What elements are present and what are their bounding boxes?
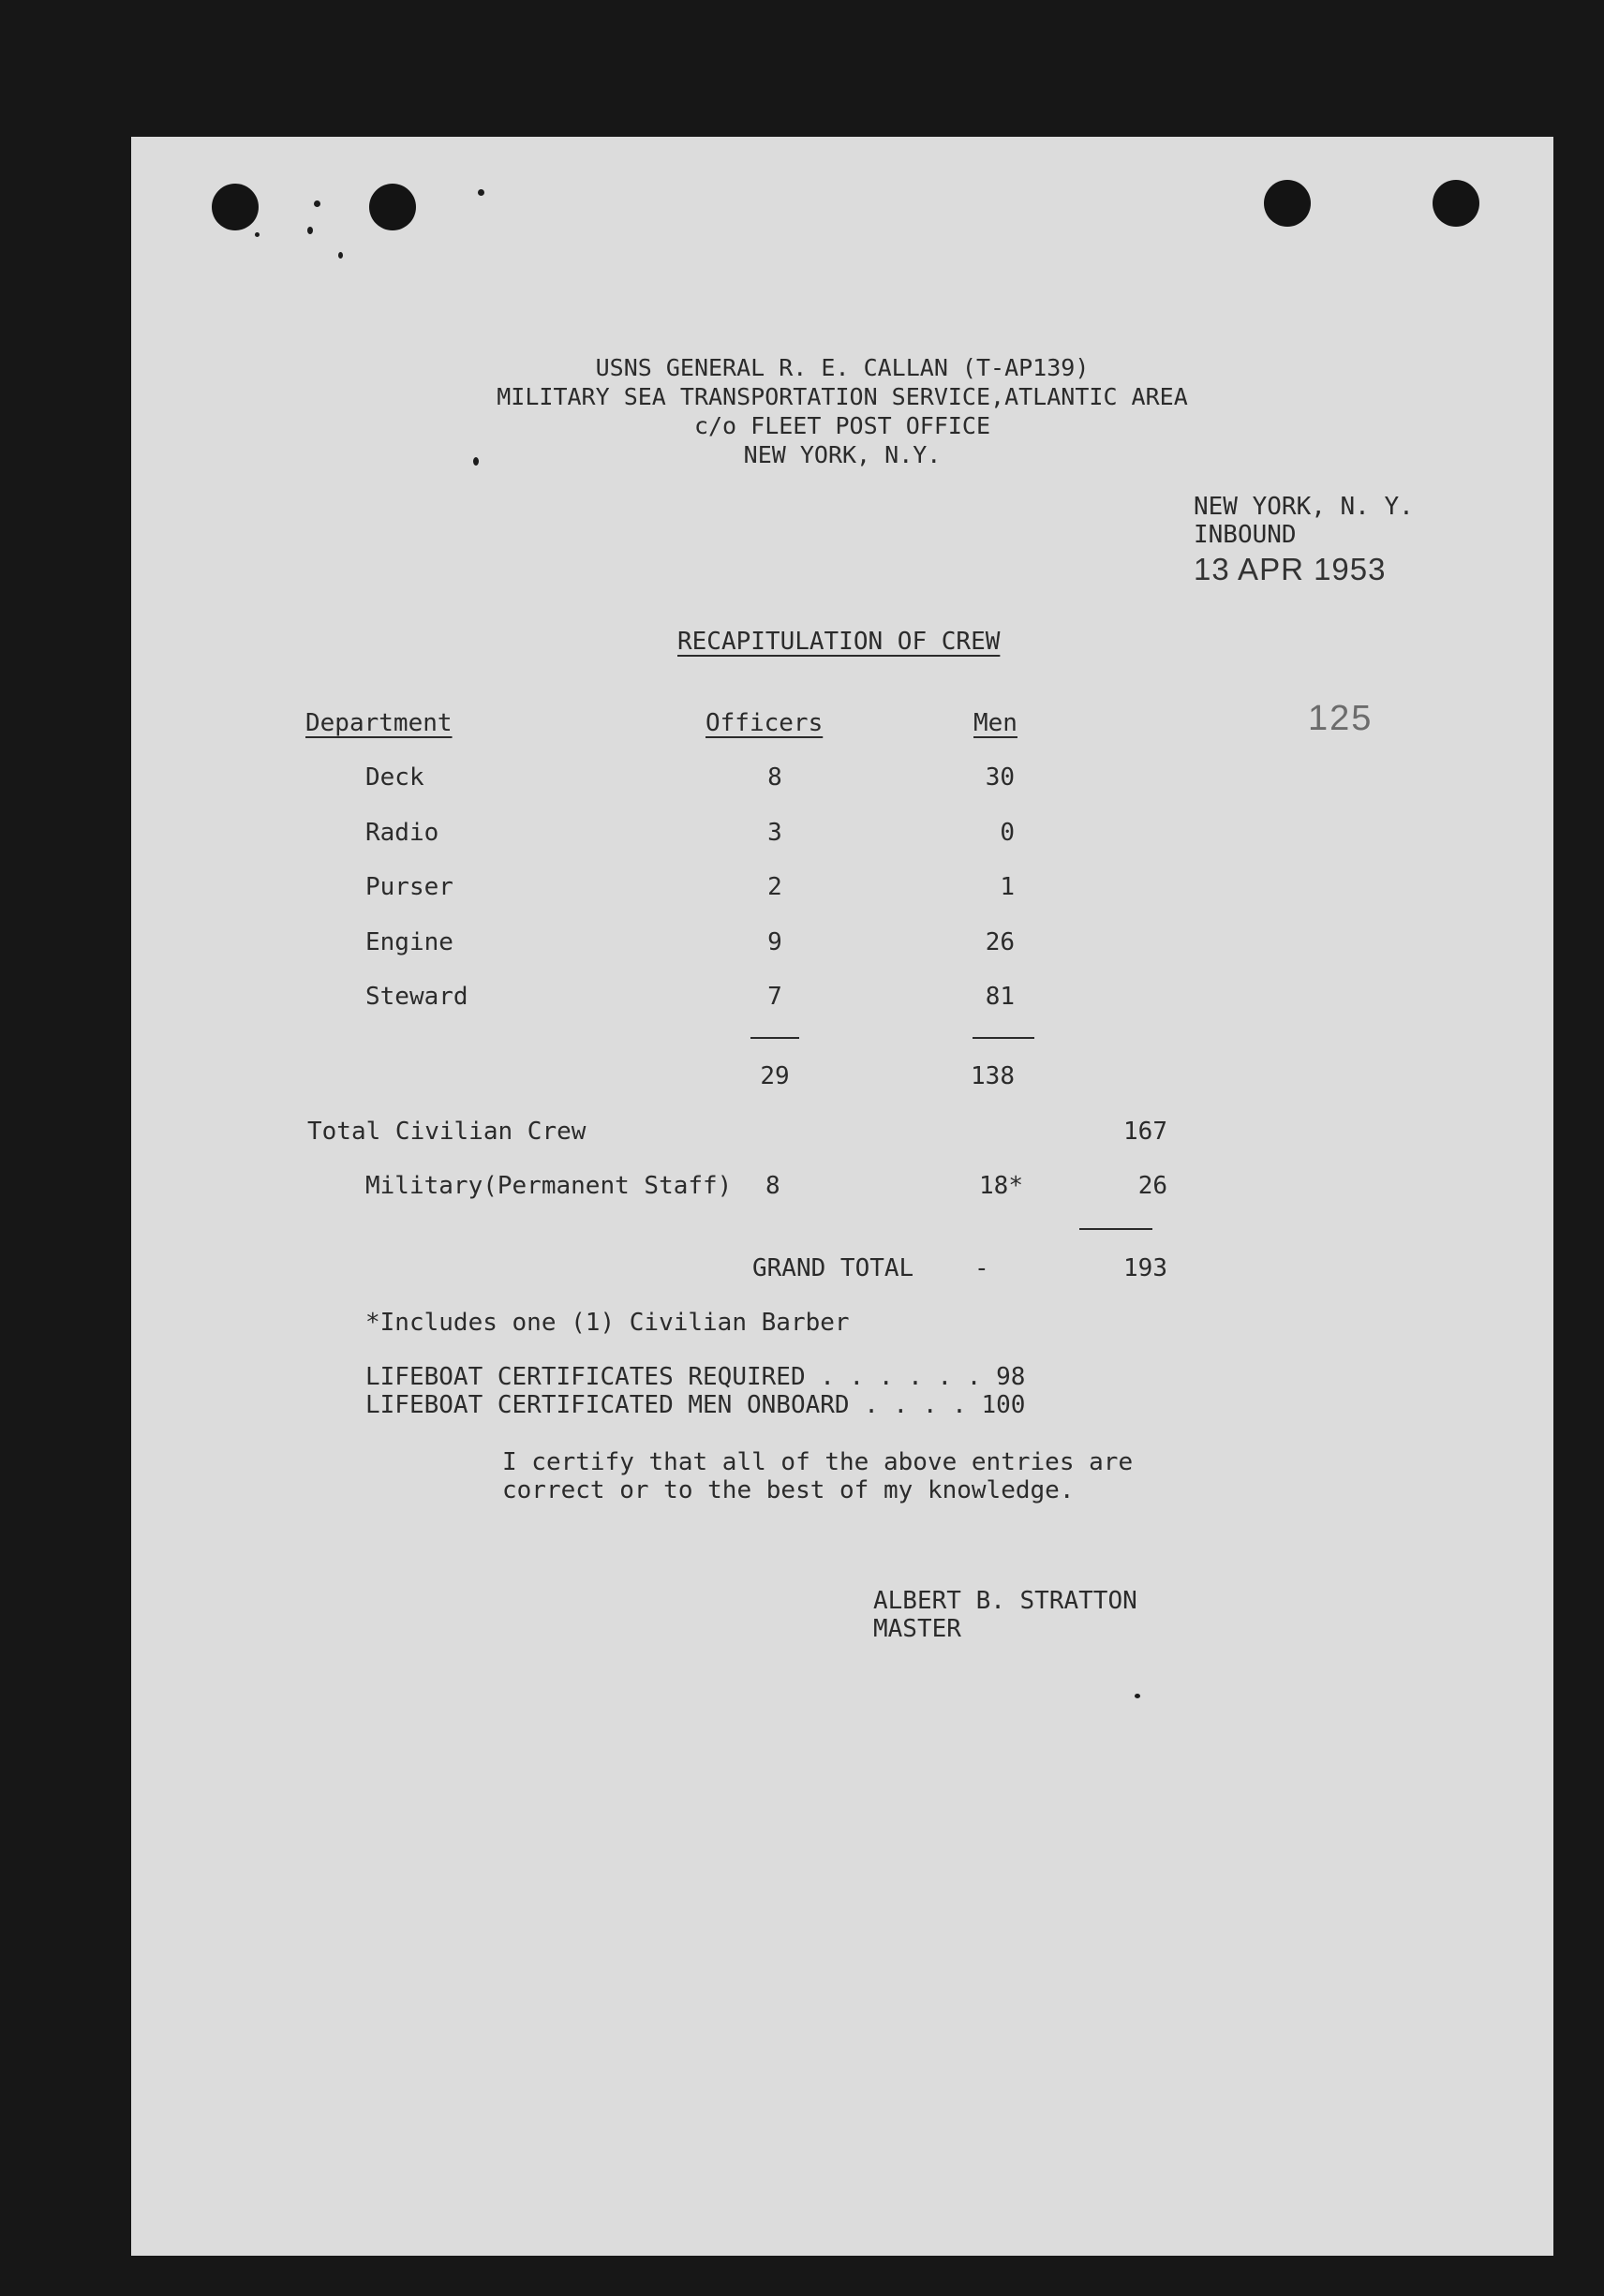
row-officers: 2: [767, 873, 782, 901]
letterhead-care-of: c/o FLEET POST OFFICE: [693, 412, 991, 439]
certification-line-1: I certify that all of the above entries are: [502, 1448, 1134, 1476]
grand-total-dash: -: [974, 1254, 989, 1282]
military-total: 26: [1137, 1172, 1167, 1200]
lifeboat-onboard: LIFEBOAT CERTIFICATED MEN ONBOARD . . . . 100: [365, 1391, 1026, 1419]
signer-name: ALBERT B. STRATTON: [873, 1587, 1137, 1615]
arrival-port: NEW YORK, N. Y.: [1194, 493, 1414, 521]
ink-speck: [307, 227, 313, 234]
row-officers: 8: [767, 763, 782, 792]
subtotal-rule: [750, 1037, 799, 1039]
military-officers: 8: [765, 1172, 780, 1200]
row-men: 1: [1000, 873, 1015, 901]
row-officers: 3: [767, 819, 782, 847]
certification-line-2: correct or to the best of my knowledge.: [502, 1476, 1075, 1504]
punch-hole-icon: [369, 184, 416, 230]
row-department: Deck: [365, 763, 424, 792]
row-men: 30: [985, 763, 1015, 792]
subtotal-men: 138: [971, 1062, 1015, 1090]
letterhead-ship: USNS GENERAL R. E. CALLAN (T-AP139): [595, 354, 1090, 381]
row-men: 26: [985, 928, 1015, 956]
signer-title: MASTER: [873, 1615, 961, 1643]
letterhead-service: MILITARY SEA TRANSPORTATION SERVICE,ATLANTIC AREA: [497, 383, 1188, 410]
header-department: Department: [305, 709, 453, 737]
letterhead-city: NEW YORK, N.Y.: [743, 441, 942, 468]
row-men: 81: [985, 983, 1015, 1011]
total-civilian-value: 167: [1123, 1118, 1167, 1146]
row-department: Radio: [365, 819, 439, 847]
row-officers: 7: [767, 983, 782, 1011]
subtotal-officers: 29: [760, 1062, 790, 1090]
punch-hole-icon: [212, 184, 259, 230]
page-number: 125: [1308, 699, 1374, 738]
arrival-direction: INBOUND: [1194, 521, 1297, 549]
military-label: Military(Permanent Staff): [365, 1172, 733, 1200]
row-department: Purser: [365, 873, 453, 901]
lifeboat-required: LIFEBOAT CERTIFICATES REQUIRED . . . . . . 98: [365, 1363, 1026, 1391]
grand-total-label: GRAND TOTAL: [752, 1254, 914, 1282]
ink-speck: [255, 232, 260, 237]
ink-speck: [338, 252, 343, 259]
document-title: RECAPITULATION OF CREW: [677, 628, 1001, 656]
punch-hole-icon: [1264, 180, 1311, 227]
subtotal-rule: [973, 1037, 1034, 1039]
header-men: Men: [973, 709, 1017, 737]
row-officers: 9: [767, 928, 782, 956]
row-department: Engine: [365, 928, 453, 956]
military-men: 18*: [979, 1172, 1023, 1200]
header-officers: Officers: [705, 709, 824, 737]
grand-total-value: 193: [1123, 1254, 1167, 1282]
paper-sheet: [131, 137, 1553, 2256]
ink-speck: [478, 189, 484, 196]
date-stamp: 13 APR 1953: [1194, 552, 1387, 586]
total-civilian-label: Total Civilian Crew: [307, 1118, 587, 1146]
row-department: Steward: [365, 983, 468, 1011]
row-men: 0: [1000, 819, 1015, 847]
punch-hole-icon: [1433, 180, 1479, 227]
ink-speck: [314, 200, 320, 207]
grand-total-rule: [1079, 1228, 1152, 1230]
footnote: *Includes one (1) Civilian Barber: [365, 1309, 850, 1337]
ink-speck: [1135, 1694, 1140, 1698]
